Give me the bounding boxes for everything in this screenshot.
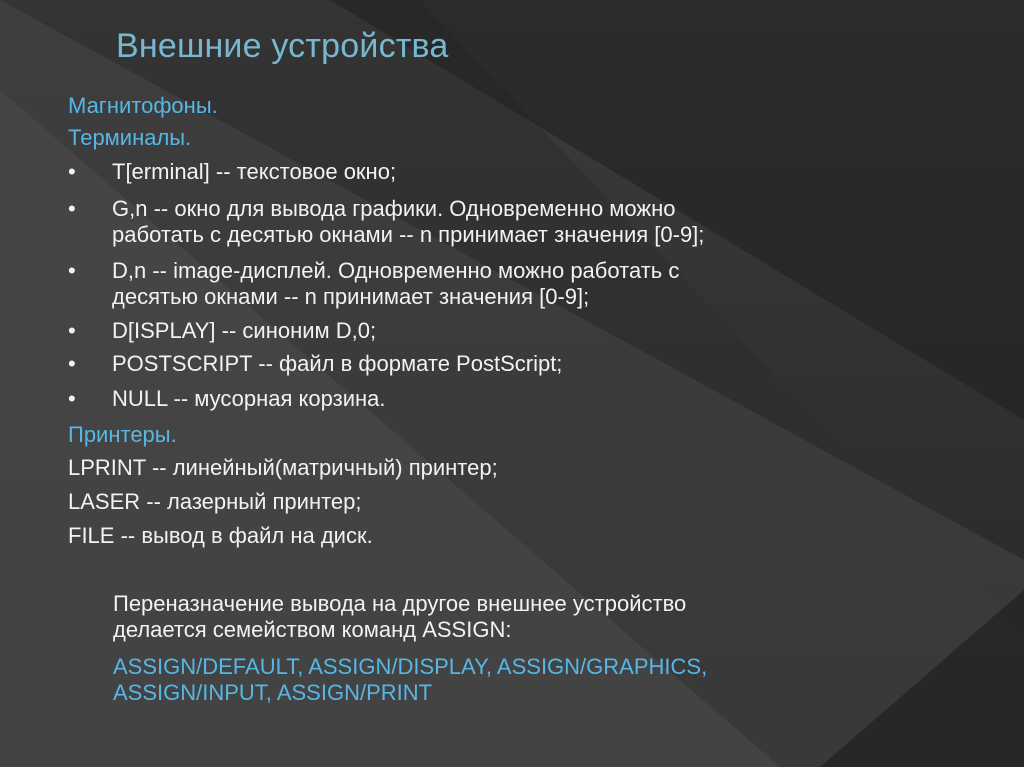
list-item-text [112,196,704,248]
reassign-paragraph [113,591,686,643]
assign-commands-line: ASSIGN/INPUT, ASSIGN/PRINT [113,680,433,705]
list-item-line: NULL -- мусорная корзина. [112,386,386,411]
list-item-line: работать с десятью окнами -- n принимает значения [0-9]; [112,222,705,247]
bullet-marker: • [68,386,76,411]
list-item-text [112,386,386,412]
list-item-line: D,n -- image-дисплей. Одновременно можно работать с [112,258,680,283]
reassign-line: Переназначение вывода на другое внешнее устройство [113,591,687,616]
list-item-line: десятью окнами -- n принимает значения [0-9]; [112,284,590,309]
printer-line: LASER -- лазерный принтер; [68,489,362,514]
heading-terminals: Терминалы. [68,125,192,150]
bullet-marker: • [68,351,76,376]
bullet-marker: • [68,196,76,221]
list-item-text [112,159,396,185]
bullet-marker: • [68,258,76,283]
printer-line: FILE -- вывод в файл на диск. [68,523,373,548]
list-item-text [112,318,376,344]
list-item-line: G,n -- окно для вывода графики. Одновременно можно [112,196,676,221]
printer-line: LPRINT -- линейный(матричный) принтер; [68,455,498,480]
heading-printers: Принтеры. [68,422,177,447]
list-item-line: POSTSCRIPT -- файл в формате PostScript; [112,351,563,376]
heading-tapes: Магнитофоны. [68,93,218,118]
slide-title: Внешние устройства [116,27,449,65]
list-item-line: D[ISPLAY] -- синоним D,0; [112,318,377,343]
bullet-marker: • [68,318,76,343]
list-item-text [112,258,679,310]
list-item-line: T[erminal] -- текстовое окно; [112,159,397,184]
list-item-text [112,351,562,377]
reassign-line: делается семейством команд ASSIGN: [113,617,512,642]
assign-commands-line: ASSIGN/DEFAULT, ASSIGN/DISPLAY, ASSIGN/GRAPHICS, [113,654,708,679]
assign-commands [113,654,707,706]
bullet-marker: • [68,159,76,184]
